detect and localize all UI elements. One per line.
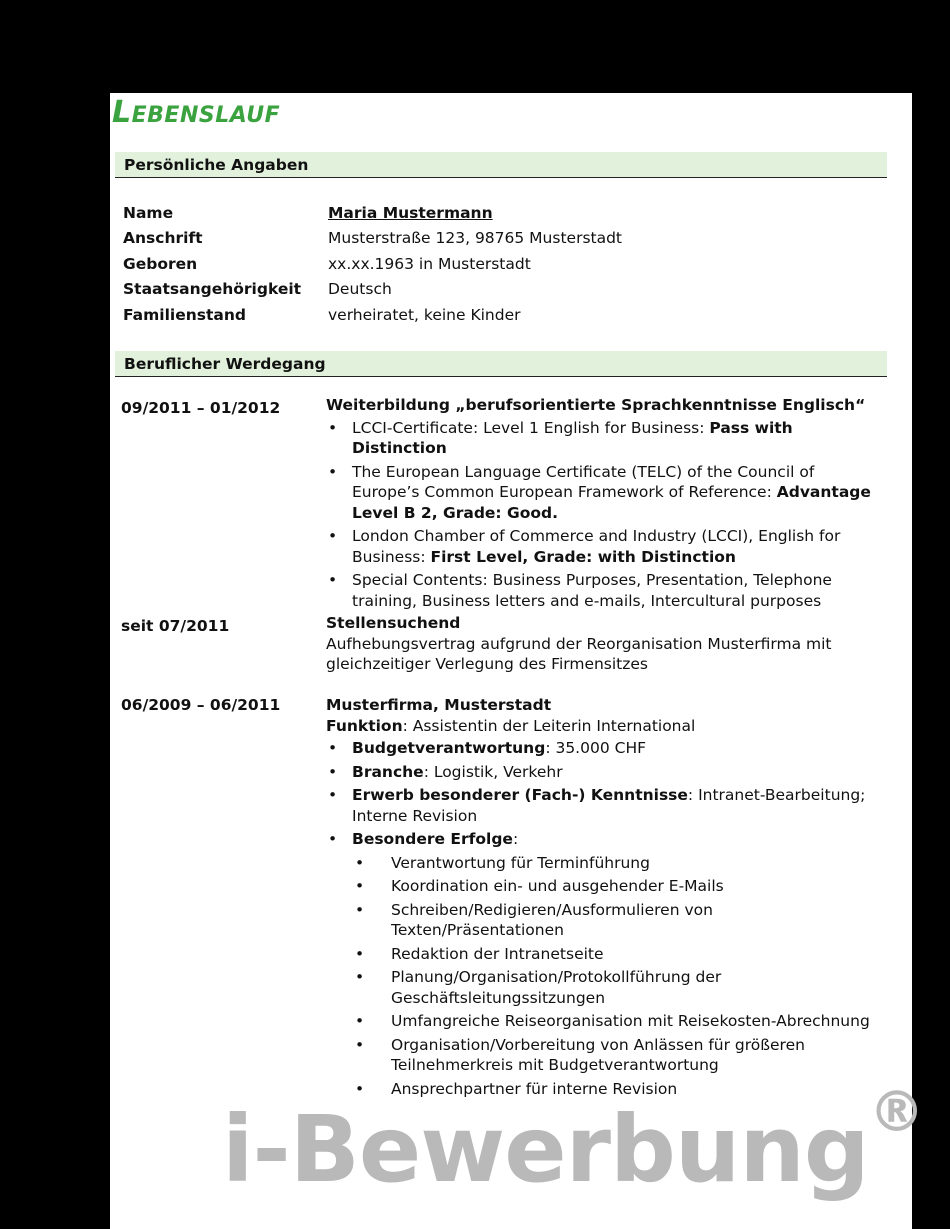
label-name: Name (123, 204, 174, 222)
value-address: Musterstraße 123, 98765 Musterstadt (328, 229, 623, 247)
career-heading-1: Weiterbildung „berufsorientierte Sprachkenntnisse Englisch“ (326, 396, 866, 414)
career-date-1: 09/2011 – 01/2012 (121, 399, 281, 417)
value-name: Maria Mustermann (328, 204, 493, 222)
successes-list (352, 853, 886, 1100)
career-date-2: seit 07/2011 (121, 617, 230, 635)
list-item: • Koordination ein- und ausgehender E-Mails (352, 876, 886, 897)
career-text-2: Aufhebungsvertrag aufgrund der Reorganisation Musterfirma mit gleichzeitiger Verlegung des Firmensitzes (326, 634, 832, 673)
list-item: • Besondere Erfolge: • Verantwortung für Terminführung • Koordination ein- und ausgehender E-Mails • Schreiben/Redigieren/Ausformulieren von Texten/Präsentationen • Redaktion der Intranetseite • Planung/Organisation/Protokollführung der Geschäftsleitungssitzungen • Umfangreiche Reiseorganisation mit Reisekosten-Abrechnung • Organisation/Vorbereitung von Anlässen für größeren Teilnehmerkreis mit Budgetverantwortung • Ansprechpartner für interne Revision (326, 829, 886, 1099)
label-family-status: Familienstand (123, 306, 247, 324)
list-item: • LCCI-Certificate: Level 1 English for Business: Pass with Distinction (326, 418, 886, 459)
watermark-logo: i-Bewerbung® (222, 1080, 924, 1203)
value-family-status: verheiratet, keine Kinder (328, 306, 521, 324)
list-item: • Schreiben/Redigieren/Ausformulieren von Texten/Präsentationen (352, 900, 886, 941)
career-function-3: Funktion: Assistentin der Leiterin International (326, 716, 696, 735)
list-item: • Special Contents: Business Purposes, Presentation, Telephone training, Business letters and e-mails, Intercultural purposes (326, 570, 886, 611)
list-item: • London Chamber of Commerce and Industry (LCCI), English for Business: First Level, Grade: with Distinction (326, 526, 886, 567)
list-item: • Organisation/Vorbereitung von Anlässen für größeren Teilnehmerkreis mit Budgetverantwortung (352, 1035, 886, 1076)
career-entry-1 (326, 395, 886, 614)
career-entry-3 (326, 695, 886, 1102)
career-entry-2 (326, 613, 886, 675)
label-born: Geboren (123, 255, 198, 273)
value-nationality: Deutsch (328, 280, 392, 298)
career-date-3: 06/2009 – 06/2011 (121, 696, 281, 714)
document-title: LEBENSLAUF (112, 95, 281, 130)
list-item: • Branche: Logistik, Verkehr (326, 762, 886, 783)
list-item: • Erwerb besonderer (Fach-) Kenntnisse: Intranet-Bearbeitung; Interne Revision (326, 785, 886, 826)
label-nationality: Staatsangehörigkeit (123, 280, 302, 298)
label-address: Anschrift (123, 229, 203, 247)
list-item: • The European Language Certificate (TELC) of the Council of Europe’s Common European Framework of Reference: Advantage Level B 2, Grade: Good. (326, 462, 886, 524)
section-header-career: Beruflicher Werdegang (115, 351, 887, 377)
cv-page (110, 93, 924, 1229)
career-heading-3: Musterfirma, Musterstadt (326, 696, 552, 714)
list-item: • Redaktion der Intranetseite (352, 944, 886, 965)
section-header-personal: Persönliche Angaben (115, 152, 887, 178)
career-heading-2: Stellensuchend (326, 614, 461, 632)
career-bullets-3 (326, 738, 886, 1099)
career-bullets-1 (326, 418, 886, 612)
list-item: • Planung/Organisation/Protokollführung der Geschäftsleitungssitzungen (352, 967, 886, 1008)
list-item: • Budgetverantwortung: 35.000 CHF (326, 738, 886, 759)
value-born: xx.xx.1963 in Musterstadt (328, 255, 531, 273)
list-item: • Ansprechpartner für interne Revision (352, 1079, 886, 1100)
list-item: • Verantwortung für Terminführung (352, 853, 886, 874)
list-item: • Umfangreiche Reiseorganisation mit Reisekosten-Abrechnung (352, 1011, 886, 1032)
